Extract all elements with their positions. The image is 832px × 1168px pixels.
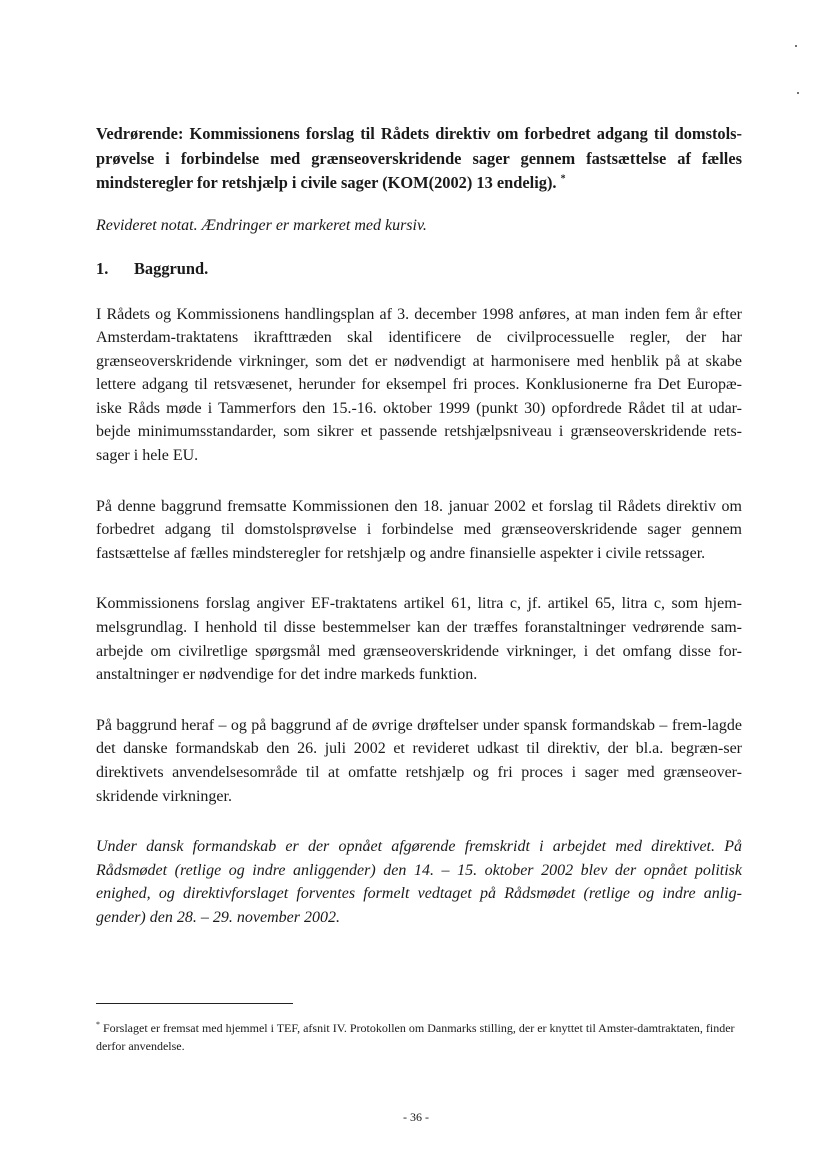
title-footnote-mark: * (560, 173, 566, 185)
section-number: 1. (96, 258, 109, 278)
scan-speck (795, 45, 797, 47)
title-line-2: prøvelse i forbindelse med grænseoverskridende sager gennem fastsættelse af fælles (96, 148, 742, 168)
scan-speck (797, 92, 799, 94)
footnote-mark: * (96, 1020, 100, 1029)
section-heading (96, 257, 742, 281)
section-title: Baggrund. (134, 258, 209, 278)
revised-note: Revideret notat. Ændringer er markeret med kursiv. (96, 216, 427, 234)
paragraph: I Rådets og Kommissionens handlingsplan af 3. december 1998 anføres, at man inden fem år efter Amsterdam-traktatens ikrafttræden skal identificere de civilprocessuelle regler, der har grænseoverskridende virkninger, som det er nødvendigt at harmonisere med henblik på at skabe lettere adgang til retsvæsenet, herunder for eksempel fri proces. Konklusionerne fra Det Europæ-iske Råds møde i Tammerfors den 15.-16. oktober 1999 (punkt 30) opfordrede Rådet til at udar-bejde minimumsstandarder, som sikrer et passende retshjælpsniveau i grænseoverskridende rets-sager i hele EU. (96, 305, 742, 465)
footnote-text: Forslaget er fremsat med hjemmel i TEF, afsnit IV. Protokollen om Danmarks stilling, der er knyttet til Amster-damtraktaten, finder derfor anvendelse. (96, 1021, 735, 1053)
title-line-3: mindsteregler for retshjælp i civile sager (KOM(2002) 13 endelig). (96, 173, 557, 192)
paragraph: På denne baggrund fremsatte Kommissionen den 18. januar 2002 et forslag til Rådets direktiv om forbedret adgang til domstolsprøvelse i forbindelse med grænseoverskridende sager gennem fastsættelse af fælles mindsteregler for retshjælp og andre finansielle aspekter i civile retssager. (96, 497, 742, 562)
paragraph: Kommissionens forslag angiver EF-traktatens artikel 61, litra c, jf. artikel 65, litra c, som hjem-melsgrundlag. I henhold til disse bestemmelser kan der træffes foranstaltninger vedrørende sam-arbejde om civilretlige spørgsmål med grænseoverskridende virkninger, i det omfang disse for-anstaltninger er nødvendige for det indre markeds funktion. (96, 595, 742, 684)
footnote-divider (96, 1003, 293, 1004)
title-line-1: Vedrørende: Kommissionens forslag til Rådets direktiv om forbedret adgang til domstols- (96, 124, 742, 143)
paragraph: På baggrund heraf – og på baggrund af de øvrige drøftelser under spansk formandskab – frem-lagde det danske formandskab den 26. juli 2002 et revideret udkast til direktiv, der bl.a. begræn-ser direktivets anvendelsesområde til at omfatte retshjælp og fri proces i sager med grænseover-skridende virkninger. (96, 716, 742, 805)
paragraph-italic: Under dansk formandskab er der opnået afgørende fremskridt i arbejdet med direktivet. På Rådsmødet (retlige og indre anliggender) den 14. – 15. oktober 2002 blev der opnået politisk enighed, og direktivforslaget forventes formelt vedtaget på Rådsmødet (retlige og indre anlig-gender) den 28. – 29. november 2002. (96, 838, 742, 926)
page-number: - 36 - (403, 1110, 429, 1124)
document-body (96, 122, 742, 930)
footnote (96, 1019, 742, 1055)
document-title (96, 122, 742, 196)
